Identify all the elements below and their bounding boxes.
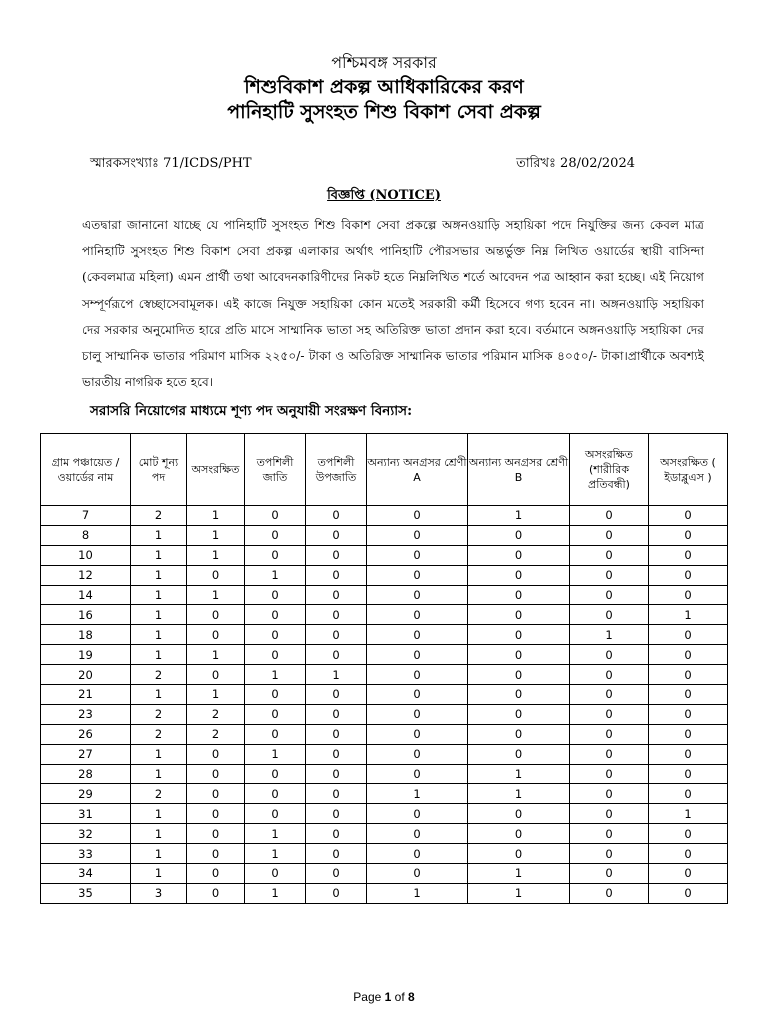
table-cell: 0	[245, 724, 306, 744]
table-cell: 0	[306, 565, 367, 585]
table-cell: 0	[187, 565, 245, 585]
table-cell: 0	[306, 585, 367, 605]
table-cell: 1	[468, 764, 570, 784]
table-cell: 0	[468, 685, 570, 705]
table-cell: 0	[649, 585, 728, 605]
table-cell: 0	[649, 525, 728, 545]
col-st: তপশিলী উপজাতি	[306, 434, 367, 506]
table-cell: 0	[306, 864, 367, 884]
table-cell: 1	[367, 883, 468, 903]
table-cell: 1	[131, 525, 187, 545]
table-cell: 0	[649, 744, 728, 764]
table-cell: 0	[570, 883, 649, 903]
table-cell: 0	[367, 645, 468, 665]
table-cell: 2	[131, 704, 187, 724]
table-cell: 0	[306, 764, 367, 784]
table-row	[41, 685, 728, 705]
table-cell: 0	[468, 665, 570, 685]
table-cell: 1	[187, 506, 245, 526]
project-name: পানিহাটি সুসংহত শিশু বিকাশ সেবা প্রকল্প	[227, 101, 541, 123]
table-cell: 1	[468, 864, 570, 884]
table-cell: 0	[306, 844, 367, 864]
table-cell: 0	[367, 744, 468, 764]
table-cell: 0	[649, 764, 728, 784]
table-cell: 0	[570, 685, 649, 705]
table-cell: 0	[649, 784, 728, 804]
table-cell: 0	[468, 585, 570, 605]
table-cell: 1	[187, 525, 245, 545]
notice-title: বিজ্ঞপ্তি (NOTICE)	[327, 188, 441, 203]
reservation-table	[40, 433, 728, 904]
table-cell: 0	[468, 605, 570, 625]
table-cell: 0	[245, 545, 306, 565]
table-cell: 0	[306, 506, 367, 526]
col-total-vacancy: মোট শূন্য পদ	[131, 434, 187, 506]
table-cell: 0	[570, 605, 649, 625]
table-cell: 1	[187, 685, 245, 705]
table-cell: 0	[468, 645, 570, 665]
table-cell: 0	[306, 685, 367, 705]
table-cell: 1	[649, 605, 728, 625]
table-cell: 0	[367, 764, 468, 784]
table-cell: 0	[245, 605, 306, 625]
table-row	[41, 883, 728, 903]
table-header-row	[41, 434, 728, 506]
table-row	[41, 704, 728, 724]
table-cell: 16	[41, 605, 131, 625]
table-row	[41, 665, 728, 685]
table-cell: 1	[468, 784, 570, 804]
table-cell: 0	[367, 625, 468, 645]
table-cell: 0	[649, 844, 728, 864]
table-cell: 0	[187, 824, 245, 844]
table-cell: 0	[468, 565, 570, 585]
table-cell: 0	[187, 665, 245, 685]
table-cell: 0	[570, 704, 649, 724]
table-cell: 1	[131, 685, 187, 705]
table-cell: 0	[649, 665, 728, 685]
table-cell: 0	[570, 724, 649, 744]
table-cell: 0	[570, 824, 649, 844]
office-name: শিশুবিকাশ প্রকল্প আধিকারিকের করণ	[244, 76, 524, 98]
memo-number: স্মারকসংখ্যাঃ 71/ICDS/PHT	[90, 156, 252, 171]
table-row	[41, 724, 728, 744]
table-cell: 14	[41, 585, 131, 605]
table-cell: 0	[187, 784, 245, 804]
table-cell: 35	[41, 883, 131, 903]
table-cell: 3	[131, 883, 187, 903]
table-cell: 0	[187, 844, 245, 864]
col-ur-pwd: অসংরক্ষিত (শারীরিক প্রতিবন্ধী)	[570, 434, 649, 506]
col-unreserved: অসংরক্ষিত	[187, 434, 245, 506]
table-row	[41, 764, 728, 784]
table-cell: 0	[245, 804, 306, 824]
col-sc: তপশিলী জাতি	[245, 434, 306, 506]
table-cell: 1	[245, 565, 306, 585]
table-cell: 23	[41, 704, 131, 724]
table-cell: 27	[41, 744, 131, 764]
table-body	[41, 506, 728, 904]
col-ward-name: গ্রাম পঞ্চায়েত / ওয়ার্ডের নাম	[41, 434, 131, 506]
table-cell: 0	[649, 625, 728, 645]
table-cell: 0	[468, 525, 570, 545]
notice-body: এতদ্বারা জানানো যাচ্ছে যে পানিহাটি সুসংহত শিশু বিকাশ সেবা প্রকল্পে অঙ্গনওয়াড়ি সহায়িকা পদে নিযুক্তির জন্য কেবল মাত্র পানিহাটি সুসংহত শিশু বিকাশ সেবা প্রকল্প এলাকার অর্থাৎ পানিহাটি পৌরসভার অন্তর্ভুক্ত নিম্ন লিখিত ওয়ার্ডের স্থায়ী বাসিন্দা (কেবলমাত্র মহিলা) এমন প্রার্থী তথা আবেদনকারিণীদের নিকট হতে নিম্নলিখিত শর্তে আবেদন পত্র আহ্বান করা হচ্ছে। এই নিয়োগ সম্পূর্ণরূপে স্বেচ্ছাসেবামূলক। এই কাজে নিযুক্ত সহায়িকা কোন মতেই সরকারী কর্মী হিসেবে গণ্য হবেন না। অঙ্গনওয়াড়ি সহায়িকা দের সরকার অনুমোদিত হারে প্রতি মাসে সাম্মানিক ভাতা সহ অতিরিক্ত ভাতা প্রদান করা হবে। বর্তমানে অঙ্গনওয়াড়ি সহায়িকা দের চালু সাম্মানিক ভাতার পরিমাণ মাসিক ২২৫০/- টাকা ও অতিরিক্ত সাম্মানিক ভাতার পরিমান মাসিক ৪০৫০/- টাকা।প্রার্থীকে অবশ্যই ভারতীয় নাগরিক হতে হবে।	[82, 218, 704, 390]
table-cell: 0	[306, 744, 367, 764]
table-row	[41, 605, 728, 625]
table-row	[41, 585, 728, 605]
table-cell: 0	[570, 665, 649, 685]
table-cell: 0	[306, 645, 367, 665]
table-cell: 0	[570, 565, 649, 585]
col-obc-a: অন্যান্য অনগ্রসর শ্রেণী A	[367, 434, 468, 506]
table-cell: 33	[41, 844, 131, 864]
table-cell: 1	[245, 844, 306, 864]
table-cell: 1	[131, 804, 187, 824]
table-cell: 1	[131, 605, 187, 625]
table-cell: 0	[306, 605, 367, 625]
table-cell: 0	[245, 764, 306, 784]
table-cell: 0	[245, 704, 306, 724]
table-cell: 0	[649, 724, 728, 744]
table-cell: 0	[367, 844, 468, 864]
total-pages: 8	[408, 990, 415, 1004]
table-cell: 0	[187, 864, 245, 884]
table-cell: 0	[570, 525, 649, 545]
table-cell: 0	[649, 685, 728, 705]
table-cell: 0	[367, 525, 468, 545]
table-cell: 1	[187, 645, 245, 665]
table-cell: 32	[41, 824, 131, 844]
table-cell: 0	[367, 665, 468, 685]
table-cell: 0	[367, 804, 468, 824]
table-cell: 18	[41, 625, 131, 645]
table-cell: 1	[468, 506, 570, 526]
table-cell: 0	[306, 824, 367, 844]
table-cell: 0	[306, 525, 367, 545]
table-cell: 0	[468, 804, 570, 824]
table-cell: 0	[187, 764, 245, 784]
table-cell: 0	[187, 625, 245, 645]
table-cell: 0	[649, 883, 728, 903]
table-cell: 7	[41, 506, 131, 526]
table-cell: 26	[41, 724, 131, 744]
table-cell: 0	[367, 605, 468, 625]
table-row	[41, 625, 728, 645]
table-cell: 2	[131, 506, 187, 526]
table-cell: 0	[468, 545, 570, 565]
table-cell: 0	[245, 645, 306, 665]
table-cell: 34	[41, 864, 131, 884]
table-cell: 0	[570, 844, 649, 864]
table-cell: 1	[187, 585, 245, 605]
table-cell: 1	[131, 764, 187, 784]
table-cell: 21	[41, 685, 131, 705]
table-cell: 1	[245, 744, 306, 764]
table-cell: 8	[41, 525, 131, 545]
table-cell: 0	[468, 744, 570, 764]
table-cell: 1	[131, 645, 187, 665]
table-cell: 0	[367, 704, 468, 724]
table-cell: 0	[468, 844, 570, 864]
table-cell: 10	[41, 545, 131, 565]
table-row	[41, 744, 728, 764]
table-cell: 0	[306, 784, 367, 804]
table-row	[41, 525, 728, 545]
table-cell: 12	[41, 565, 131, 585]
table-cell: 1	[649, 804, 728, 824]
table-cell: 0	[367, 545, 468, 565]
table-cell: 0	[306, 625, 367, 645]
table-cell: 0	[570, 506, 649, 526]
table-cell: 2	[131, 665, 187, 685]
table-cell: 0	[245, 585, 306, 605]
table-cell: 0	[306, 804, 367, 824]
table-cell: 1	[131, 864, 187, 884]
table-row	[41, 506, 728, 526]
table-row	[41, 864, 728, 884]
table-cell: 1	[570, 625, 649, 645]
table-cell: 0	[367, 685, 468, 705]
table-cell: 20	[41, 665, 131, 685]
table-cell: 0	[187, 804, 245, 824]
table-row	[41, 565, 728, 585]
table-cell: 0	[570, 784, 649, 804]
table-cell: 1	[187, 545, 245, 565]
table-cell: 0	[649, 704, 728, 724]
col-ur-ews: অসংরক্ষিত ( ইডাব্লুএস )	[649, 434, 728, 506]
footer-prefix: Page	[353, 990, 385, 1004]
table-cell: 0	[649, 824, 728, 844]
government-name: পশ্চিমবঙ্গ সরকার	[331, 53, 437, 72]
table-cell: 0	[570, 764, 649, 784]
table-cell: 0	[570, 645, 649, 665]
table-cell: 1	[131, 545, 187, 565]
table-cell: 0	[649, 545, 728, 565]
table-cell: 1	[131, 744, 187, 764]
table-cell: 0	[306, 724, 367, 744]
reservation-heading: সরাসরি নিয়োগের মাধ্যমে শূণ্য পদ অনুযায়ী সংরক্ষণ বিন্যাস:	[90, 403, 413, 419]
table-cell: 1	[245, 824, 306, 844]
table-cell: 0	[367, 724, 468, 744]
table-cell: 2	[131, 724, 187, 744]
table-cell: 0	[187, 883, 245, 903]
table-cell: 0	[245, 625, 306, 645]
table-cell: 0	[245, 864, 306, 884]
table-cell: 1	[245, 883, 306, 903]
current-page: 1	[384, 990, 392, 1004]
table-cell: 2	[187, 724, 245, 744]
table-cell: 0	[570, 585, 649, 605]
table-cell: 0	[468, 724, 570, 744]
table-row	[41, 844, 728, 864]
table-cell: 0	[570, 864, 649, 884]
table-cell: 28	[41, 764, 131, 784]
table-cell: 0	[245, 784, 306, 804]
table-cell: 0	[570, 804, 649, 824]
table-cell: 1	[367, 784, 468, 804]
table-cell: 0	[649, 645, 728, 665]
table-cell: 19	[41, 645, 131, 665]
table-cell: 0	[367, 506, 468, 526]
table-row	[41, 645, 728, 665]
table-cell: 0	[306, 883, 367, 903]
table-cell: 0	[187, 744, 245, 764]
table-cell: 1	[131, 585, 187, 605]
table-cell: 1	[468, 883, 570, 903]
footer-of: of	[391, 990, 409, 1004]
table-cell: 0	[570, 744, 649, 764]
table-row	[41, 545, 728, 565]
table-cell: 1	[131, 565, 187, 585]
table-cell: 0	[306, 545, 367, 565]
table-cell: 0	[468, 704, 570, 724]
table-cell: 0	[245, 685, 306, 705]
table-row	[41, 804, 728, 824]
table-cell: 0	[649, 506, 728, 526]
table-cell: 0	[649, 864, 728, 884]
table-cell: 0	[367, 824, 468, 844]
page-footer	[0, 990, 768, 1004]
table-cell: 0	[245, 506, 306, 526]
table-row	[41, 784, 728, 804]
table-cell: 1	[131, 625, 187, 645]
table-cell: 2	[187, 704, 245, 724]
table-cell: 0	[187, 605, 245, 625]
memo-date: তারিখঃ 28/02/2024	[516, 156, 635, 171]
table-cell: 29	[41, 784, 131, 804]
table-cell: 0	[570, 545, 649, 565]
table-cell: 1	[131, 844, 187, 864]
table-cell: 0	[468, 625, 570, 645]
table-cell: 0	[245, 525, 306, 545]
table-cell: 0	[367, 565, 468, 585]
col-obc-b: অন্যান্য অনগ্রসর শ্রেণী B	[468, 434, 570, 506]
table-cell: 31	[41, 804, 131, 824]
table-cell: 0	[649, 565, 728, 585]
table-cell: 1	[131, 824, 187, 844]
table-cell: 0	[468, 824, 570, 844]
table-row	[41, 824, 728, 844]
table-cell: 0	[367, 864, 468, 884]
table-cell: 1	[306, 665, 367, 685]
table-cell: 0	[306, 704, 367, 724]
table-cell: 2	[131, 784, 187, 804]
table-cell: 1	[245, 665, 306, 685]
table-cell: 0	[367, 585, 468, 605]
